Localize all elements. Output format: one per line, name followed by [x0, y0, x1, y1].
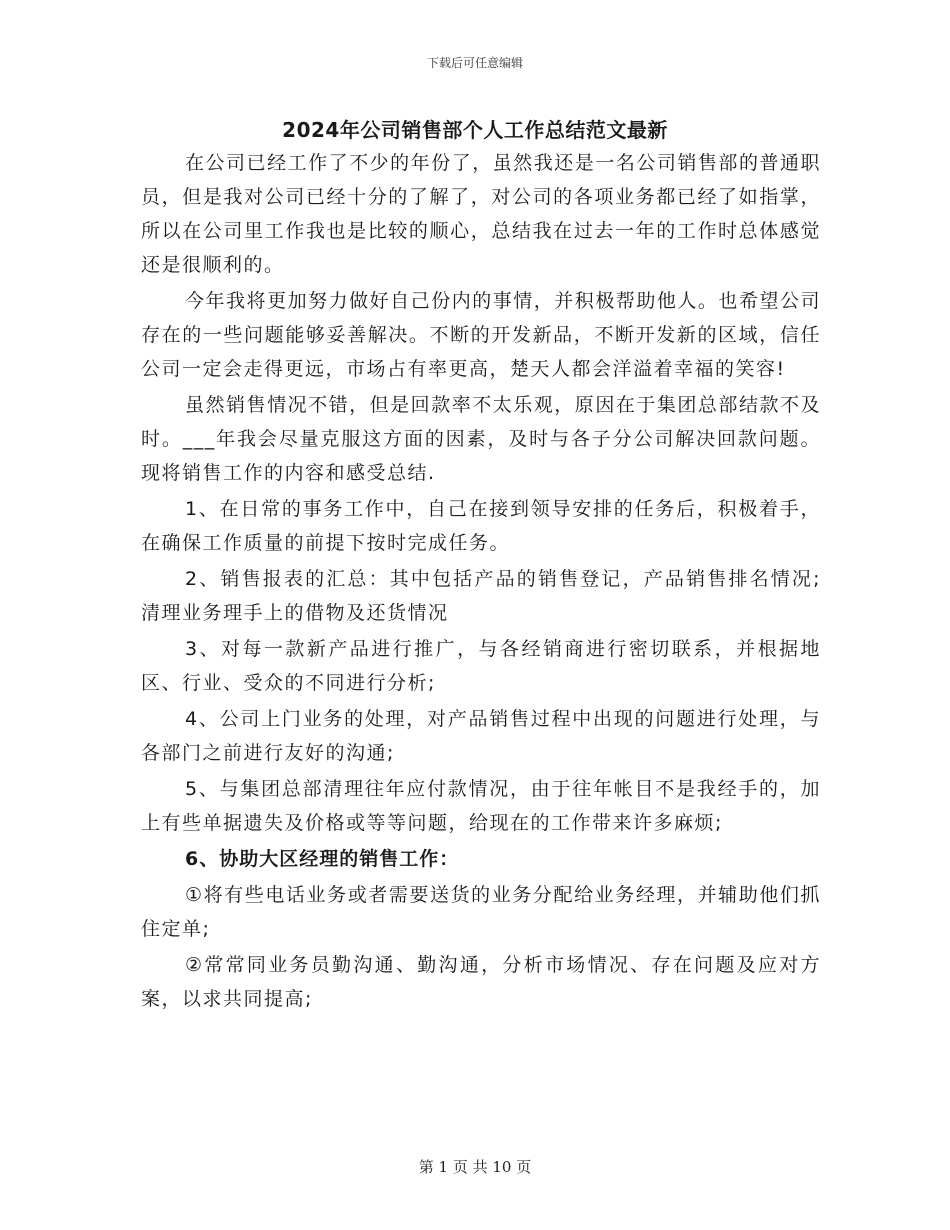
list-item-3: 3、对每一款新产品进行推广，与各经销商进行密切联系，并根据地区、行业、受众的不同进行分析; — [141, 638, 821, 694]
document-title: 2024年公司销售部个人工作总结范文最新 — [282, 118, 668, 142]
document-body — [141, 146, 821, 1018]
list-item-2: 2、销售报表的汇总：其中包括产品的销售登记，产品销售排名情况;清理业务理手上的借物及还货情况 — [141, 568, 821, 624]
paragraph-1: 在公司已经工作了不少的年份了，虽然我还是一名公司销售部的普通职员，但是我对公司已经十分的了解了，对公司的各项业务都已经了如指掌，所以在公司里工作我也是比较的顺心，总结我在过去一年的工作时总体感觉还是很顺利的。 — [141, 152, 821, 276]
page-number: 第 1 页 共 10 页 — [418, 1158, 532, 1176]
header-note: 下载后可任意编辑 — [426, 56, 523, 70]
list-item-5: 5、与集团总部清理往年应付款情况，由于往年帐目不是我经手的，加上有些单据遗失及价格或等等问题，给现在的工作带来许多麻烦; — [141, 778, 821, 834]
paragraph-3: 虽然销售情况不错，但是回款率不太乐观，原因在于集团总部结款不及时。___年我会尽量克服这方面的因素，及时与各子分公司解决回款问题。现将销售工作的内容和感受总结. — [141, 394, 821, 484]
sub-item-1: ①将有些电话业务或者需要送货的业务分配给业务经理，并辅助他们抓住定单; — [141, 884, 821, 940]
sub-item-2: ②常常同业务员勤沟通、勤沟通，分析市场情况、存在问题及应对方案，以求共同提高; — [141, 954, 821, 1010]
list-item-1: 1、在日常的事务工作中，自己在接到领导安排的任务后，积极着手，在确保工作质量的前提下按时完成任务。 — [141, 498, 821, 554]
paragraph-2: 今年我将更加努力做好自己份内的事情，并积极帮助他人。也希望公司存在的一些问题能够妥善解决。不断的开发新品，不断开发新的区域，信任公司一定会走得更远，市场占有率更高，楚天人都会洋溢着幸福的笑容! — [141, 290, 821, 380]
list-item-4: 4、公司上门业务的处理，对产品销售过程中出现的问题进行处理，与各部门之前进行友好的沟通; — [141, 708, 821, 764]
section-heading: 6、协助大区经理的销售工作： — [185, 848, 460, 870]
